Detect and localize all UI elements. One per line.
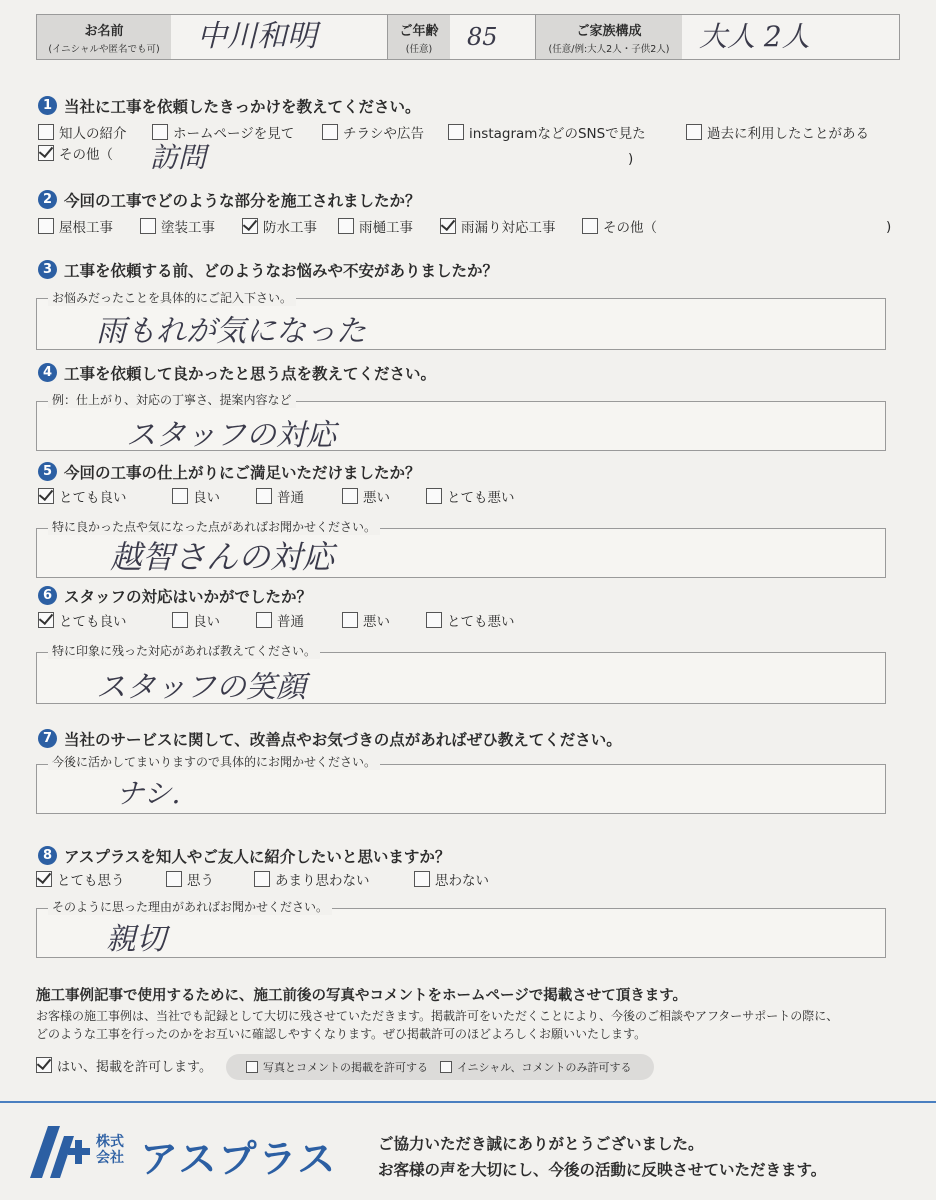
option-label: イニシャル、コメントのみ許可する bbox=[457, 1061, 632, 1074]
q5-option-normal[interactable] bbox=[256, 488, 304, 506]
customer-info-table bbox=[36, 14, 900, 60]
q2-close-paren: ) bbox=[886, 219, 892, 235]
q2-option-waterproof[interactable] bbox=[242, 218, 317, 236]
q1-option-past-use[interactable] bbox=[686, 124, 869, 142]
family-value[interactable]: 大人 2人 bbox=[699, 20, 810, 53]
q7-answer-text[interactable]: ナシ. bbox=[116, 777, 181, 810]
checkbox[interactable] bbox=[140, 218, 156, 234]
option-label: 思わない bbox=[435, 873, 489, 889]
checkbox[interactable] bbox=[322, 124, 338, 140]
family-label-cell bbox=[535, 15, 682, 59]
permission-sub-option-photo[interactable] bbox=[246, 1059, 428, 1077]
age-sub-label: (任意) bbox=[405, 44, 433, 55]
checkbox-checked[interactable] bbox=[38, 488, 54, 504]
thanks-line-2: お客様の声を大切にし、今後の活動に反映させていただきます。 bbox=[378, 1161, 827, 1179]
checkbox[interactable] bbox=[440, 1061, 452, 1073]
q1-option-other[interactable] bbox=[38, 145, 113, 163]
q3-number-badge: 3 bbox=[38, 260, 57, 279]
q5-answer-text[interactable]: 越智さんの対応 bbox=[110, 538, 335, 576]
age-value[interactable]: 85 bbox=[467, 23, 498, 51]
checkbox[interactable] bbox=[256, 488, 272, 504]
q6-option-very-bad[interactable] bbox=[426, 612, 515, 630]
q7-number-badge: 7 bbox=[38, 729, 57, 748]
option-label: 普通 bbox=[277, 490, 304, 506]
checkbox[interactable] bbox=[254, 871, 270, 887]
q1-title: 当社に工事を依頼したきっかけを教えてください。 bbox=[64, 98, 421, 116]
q6-option-very-good[interactable] bbox=[38, 612, 127, 630]
checkbox[interactable] bbox=[342, 488, 358, 504]
checkbox-checked[interactable] bbox=[242, 218, 258, 234]
q3-answer-label: お悩みだったことを具体的にご記入下さい。 bbox=[48, 289, 296, 306]
checkbox[interactable] bbox=[172, 612, 188, 628]
q8-option-disagree[interactable] bbox=[414, 871, 489, 889]
q2-option-painting[interactable] bbox=[140, 218, 215, 236]
age-label-cell bbox=[387, 15, 450, 59]
checkbox-checked[interactable] bbox=[38, 145, 54, 161]
checkbox-checked[interactable] bbox=[38, 612, 54, 628]
checkbox[interactable] bbox=[38, 218, 54, 234]
option-label: とても思う bbox=[57, 873, 125, 889]
checkbox[interactable] bbox=[426, 612, 442, 628]
q5-option-very-good[interactable] bbox=[38, 488, 127, 506]
company-logo-icon bbox=[30, 1126, 92, 1178]
checkbox-checked[interactable] bbox=[440, 218, 456, 234]
option-label: その他（ bbox=[603, 220, 657, 236]
q1-option-sns[interactable] bbox=[448, 124, 646, 142]
checkbox[interactable] bbox=[414, 871, 430, 887]
q3-answer-text[interactable]: 雨もれが気になった bbox=[96, 314, 366, 349]
option-label: 悪い bbox=[363, 614, 390, 630]
option-label: 知人の紹介 bbox=[59, 126, 127, 142]
company-name: アスプラス bbox=[140, 1137, 338, 1181]
option-label: 良い bbox=[193, 614, 220, 630]
company-type-line1: 株式 bbox=[96, 1134, 124, 1150]
checkbox[interactable] bbox=[246, 1061, 258, 1073]
q6-option-normal[interactable] bbox=[256, 612, 304, 630]
q8-title: アスプラスを知人やご友人に紹介したいと思いますか？ bbox=[64, 848, 451, 866]
q2-option-roof[interactable] bbox=[38, 218, 113, 236]
q8-option-not-really[interactable] bbox=[254, 871, 370, 889]
option-label: あまり思わない bbox=[275, 873, 370, 889]
q6-title: スタッフの対応はいかがでしたか？ bbox=[64, 588, 313, 606]
option-label: 良い bbox=[193, 490, 220, 506]
q7-answer-label: 今後に活かしてまいりますので具体的にお聞かせください。 bbox=[48, 753, 380, 770]
checkbox[interactable] bbox=[166, 871, 182, 887]
option-label: 防水工事 bbox=[263, 220, 317, 236]
q4-number-badge: 4 bbox=[38, 363, 57, 382]
q2-number-badge: 2 bbox=[38, 190, 57, 209]
permission-line-1: お客様の施工事例は、当社でも記録として大切に残させていただきます。掲載許可をいただくことにより、今後のご相談やアフターサポートの際に、 bbox=[36, 1009, 839, 1023]
age-label: ご年齢 bbox=[399, 24, 439, 39]
checkbox-checked[interactable] bbox=[36, 1057, 52, 1073]
q7-title: 当社のサービスに関して、改善点やお気づきの点があればぜひ教えてください。 bbox=[64, 731, 622, 749]
q1-close-paren: ) bbox=[628, 151, 634, 167]
q4-title: 工事を依頼して良かったと思う点を教えてください。 bbox=[64, 365, 437, 383]
q3-title: 工事を依頼する前、どのようなお悩みや不安がありましたか？ bbox=[64, 262, 499, 280]
q5-number-badge: 5 bbox=[38, 462, 57, 481]
q6-answer-text[interactable]: スタッフの笑顔 bbox=[96, 670, 306, 705]
q1-other-text[interactable]: 訪問 bbox=[150, 141, 207, 174]
permission-sub-option-initials[interactable] bbox=[440, 1059, 631, 1077]
thanks-line-1: ご協力いただき誠にありがとうございました。 bbox=[378, 1135, 704, 1153]
option-label: とても悪い bbox=[447, 490, 515, 506]
checkbox[interactable] bbox=[342, 612, 358, 628]
name-sub-label: (イニシャルや匿名でも可) bbox=[48, 44, 160, 55]
q5-option-bad[interactable] bbox=[342, 488, 390, 506]
option-label: とても良い bbox=[59, 490, 127, 506]
q5-title: 今回の工事の仕上がりにご満足いただけましたか？ bbox=[64, 464, 421, 482]
option-label: とても良い bbox=[59, 614, 127, 630]
q8-option-agree[interactable] bbox=[166, 871, 214, 889]
q6-number-badge: 6 bbox=[38, 586, 57, 605]
checkbox[interactable] bbox=[338, 218, 354, 234]
permission-yes-option[interactable] bbox=[36, 1057, 212, 1075]
name-label: お名前 bbox=[84, 24, 124, 39]
family-sub-label: (任意/例:大人2人・子供2人) bbox=[548, 44, 670, 55]
option-label: 雨漏り対応工事 bbox=[461, 220, 556, 236]
option-label: 悪い bbox=[363, 490, 390, 506]
option-label: 普通 bbox=[277, 614, 304, 630]
family-label: ご家族構成 bbox=[576, 24, 642, 39]
q2-option-leak[interactable] bbox=[440, 218, 556, 236]
q8-answer-label: そのように思った理由があればお聞かせください。 bbox=[48, 898, 332, 915]
checkbox[interactable] bbox=[426, 488, 442, 504]
q1-option-referral[interactable] bbox=[38, 124, 127, 142]
option-label: 塗装工事 bbox=[161, 220, 215, 236]
checkbox[interactable] bbox=[582, 218, 598, 234]
option-label: instagramなどのSNSで見た bbox=[469, 126, 646, 142]
permission-line-2: どのような工事を行ったのかをお互いに確認しやすくなります。ぜひ掲載許可のほどよろしくお願いいたします。 bbox=[36, 1027, 647, 1041]
option-label: 屋根工事 bbox=[59, 220, 113, 236]
q2-title: 今回の工事でどのような部分を施工されましたか？ bbox=[64, 192, 421, 210]
q4-answer-text[interactable]: スタッフの対応 bbox=[126, 418, 336, 453]
checkbox[interactable] bbox=[448, 124, 464, 140]
q5-answer-label: 特に良かった点や気になった点があればお聞かせください。 bbox=[48, 518, 380, 535]
option-label: 写真とコメントの掲載を許可する bbox=[263, 1061, 428, 1074]
q5-option-good[interactable] bbox=[172, 488, 220, 506]
company-type-label bbox=[96, 1134, 124, 1166]
option-label: ホームページを見て bbox=[173, 126, 295, 142]
option-label: はい、掲載を許可します。 bbox=[57, 1060, 212, 1075]
q6-option-bad[interactable] bbox=[342, 612, 390, 630]
q5-option-very-bad[interactable] bbox=[426, 488, 515, 506]
checkbox[interactable] bbox=[172, 488, 188, 504]
option-label: とても悪い bbox=[447, 614, 515, 630]
option-label: 雨樋工事 bbox=[359, 220, 413, 236]
option-label: その他（ bbox=[59, 147, 113, 163]
q4-answer-label: 例：仕上がり、対応の丁寧さ、提案内容など bbox=[48, 391, 296, 408]
option-label: チラシや広告 bbox=[343, 126, 424, 142]
checkbox[interactable] bbox=[686, 124, 702, 140]
q6-answer-label: 特に印象に残った対応があれば教えてください。 bbox=[48, 642, 320, 659]
q8-option-strongly-agree[interactable] bbox=[36, 871, 125, 889]
q1-option-flyer[interactable] bbox=[322, 124, 424, 142]
option-label: 過去に利用したことがある bbox=[707, 126, 869, 142]
q6-option-good[interactable] bbox=[172, 612, 220, 630]
checkbox[interactable] bbox=[38, 124, 54, 140]
footer-divider bbox=[0, 1101, 936, 1103]
q2-option-other[interactable] bbox=[582, 218, 657, 236]
checkbox[interactable] bbox=[256, 612, 272, 628]
q2-option-gutter[interactable] bbox=[338, 218, 413, 236]
option-label: 思う bbox=[187, 873, 214, 889]
q8-number-badge: 8 bbox=[38, 846, 57, 865]
q8-answer-text[interactable]: 親切 bbox=[106, 922, 166, 957]
name-label-cell bbox=[37, 15, 171, 59]
checkbox-checked[interactable] bbox=[36, 871, 52, 887]
q1-number-badge: 1 bbox=[38, 96, 57, 115]
name-value[interactable]: 中川和明 bbox=[197, 19, 317, 54]
company-type-line2: 会社 bbox=[96, 1150, 124, 1166]
permission-title: 施工事例記事で使用するために、施工前後の写真やコメントをホームページで掲載させて頂きます。 bbox=[36, 988, 688, 1004]
